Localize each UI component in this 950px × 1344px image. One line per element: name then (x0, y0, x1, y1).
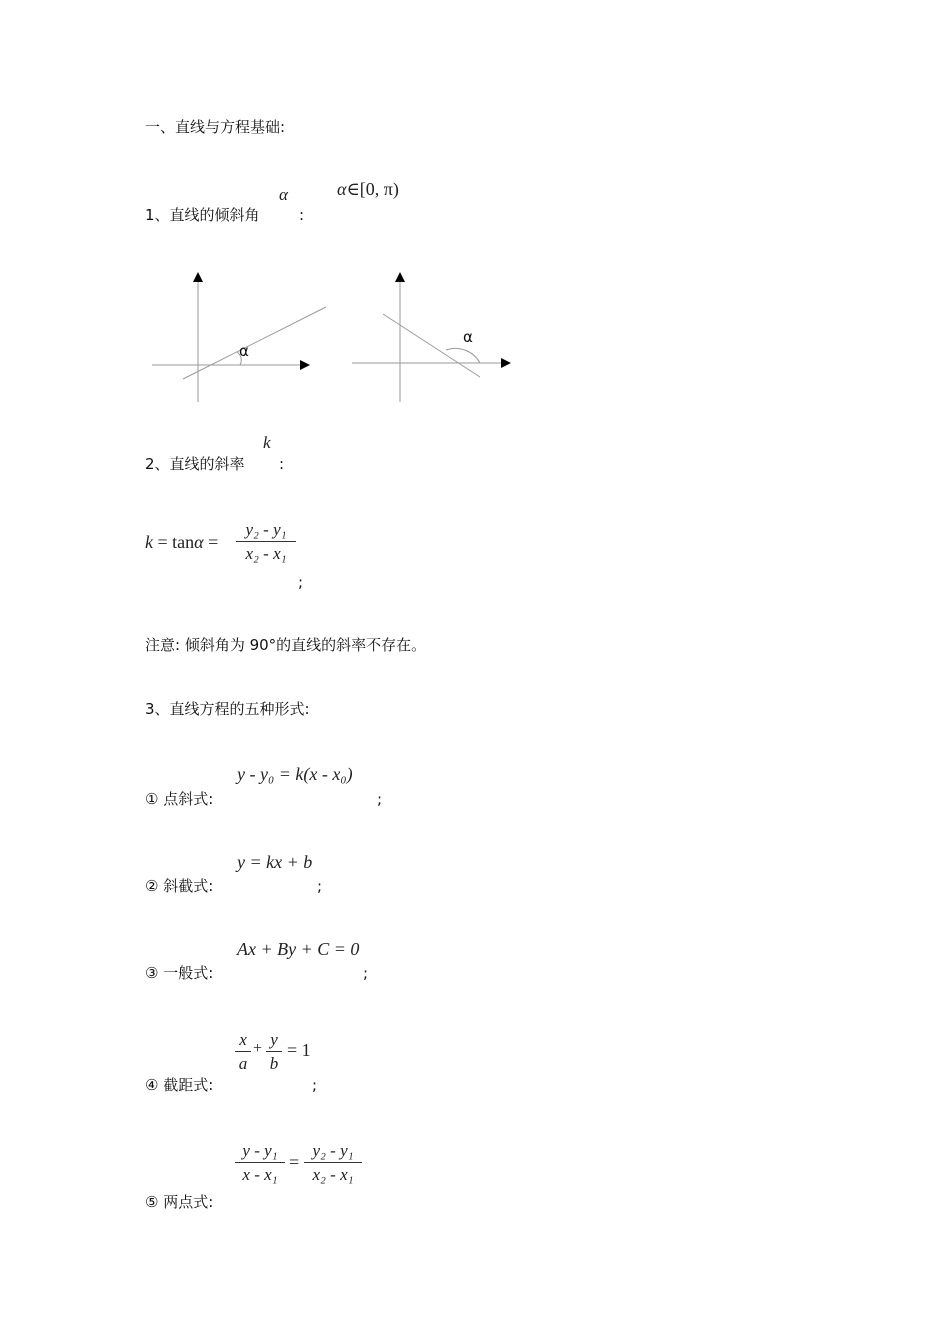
general-form-formula: Ax + By + C = 0 (237, 939, 360, 959)
range-in: ∈ (346, 179, 360, 199)
equation-forms-label: 3、直线方程的五种形式: (145, 700, 310, 718)
semicolon: ; (317, 877, 323, 895)
x-axis-arrow (300, 360, 310, 370)
slope-intercept-formula: y = kx + b (237, 852, 313, 872)
fraction-denominator: x₂ - x₁ (245, 544, 287, 563)
y-axis-arrow (193, 272, 203, 282)
tan-text: = tan (157, 532, 195, 552)
general-form-label: ③ 一般式: (145, 964, 214, 982)
alpha-var: α (194, 532, 204, 552)
k-var: k (145, 532, 153, 552)
point-slope-label: ① 点斜式: (145, 790, 214, 808)
equals-sign: = (289, 1152, 300, 1172)
angle-label: α (463, 328, 473, 346)
fraction-denominator: x₂ - x₁ (312, 1165, 354, 1184)
inclination-angle-label: 1、直线的倾斜角 (145, 206, 260, 224)
slope-intercept-label: ② 斜截式: (145, 877, 214, 895)
colon: : (299, 206, 305, 224)
intercept-form-label: ④ 截距式: (145, 1076, 214, 1094)
positive-slope-figure (145, 262, 345, 412)
two-point-form-label: ⑤ 两点式: (145, 1193, 214, 1211)
y-over-b-fraction (266, 1031, 282, 1072)
colon: : (279, 455, 285, 473)
y-axis-arrow (395, 272, 405, 282)
k-symbol: k (263, 433, 271, 452)
fraction-numerator: y₂ - y₁ (245, 520, 287, 539)
fraction-denominator: b (269, 1054, 279, 1073)
range-interval: [0, π) (359, 179, 399, 199)
section-heading: 一、直线与方程基础: (145, 118, 286, 136)
fraction-denominator: a (238, 1054, 248, 1073)
plus-sign: + (253, 1040, 263, 1057)
inclined-line (183, 307, 326, 379)
semicolon: ; (312, 1076, 318, 1094)
fraction-denominator: x - x₁ (242, 1165, 278, 1184)
slope-formula-lhs (145, 533, 218, 551)
fraction-numerator: y₂ - y₁ (312, 1141, 354, 1160)
equals-sign: = (208, 532, 219, 552)
angle-arc (446, 348, 480, 363)
point-slope-formula: y - y₀ = k(x - x₀) (237, 764, 353, 784)
x-axis-arrow (501, 358, 511, 368)
angle-range (337, 180, 399, 198)
note-text: 注意: 倾斜角为 90°的直线的斜率不存在。 (145, 636, 427, 654)
two-point-right-fraction (304, 1142, 362, 1183)
x-over-a-fraction (235, 1031, 251, 1072)
fraction-numerator: y (270, 1030, 278, 1049)
negative-slope-figure (345, 262, 545, 412)
semicolon: ; (298, 573, 304, 591)
equals-one: = 1 (287, 1040, 311, 1060)
fraction-numerator: x (239, 1030, 247, 1049)
alpha-symbol: α (279, 185, 288, 204)
semicolon: ; (363, 964, 369, 982)
range-alpha: α (337, 179, 347, 199)
fraction-numerator: y - y₁ (242, 1141, 278, 1160)
two-point-left-fraction (235, 1142, 285, 1183)
slope-fraction (236, 521, 296, 562)
slope-label: 2、直线的斜率 (145, 455, 245, 473)
semicolon: ; (377, 790, 383, 808)
angle-label: α (239, 342, 249, 360)
